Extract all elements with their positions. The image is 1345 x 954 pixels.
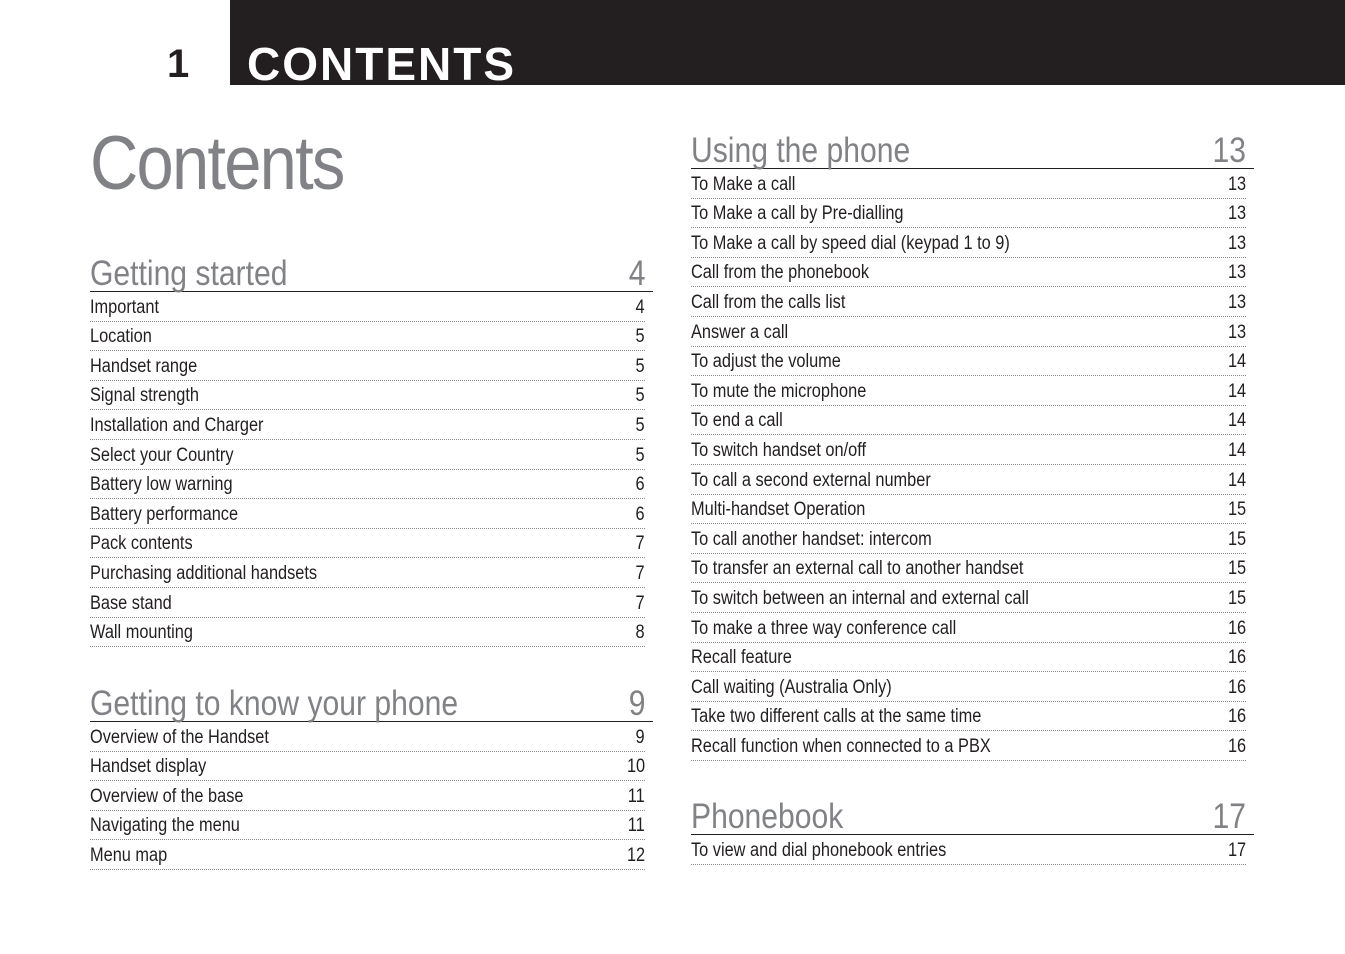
section-heading[interactable]	[691, 131, 1254, 169]
toc-entry[interactable]	[691, 287, 1246, 317]
toc-entry-page: 5	[635, 355, 645, 377]
toc-entry-page: 17	[1227, 839, 1246, 861]
toc-entry-label: Menu map	[90, 844, 168, 866]
toc-entry[interactable]	[691, 258, 1246, 288]
toc-entry-page: 13	[1227, 262, 1246, 284]
toc-entry[interactable]	[90, 292, 645, 322]
toc-entry-label: To transfer an external call to another handset	[691, 558, 1024, 580]
toc-entry-label: Call from the phonebook	[691, 262, 870, 284]
toc-entry-label: Signal strength	[90, 385, 200, 407]
chapter-title: CONTENTS	[247, 38, 516, 90]
toc-entry-label: Answer a call	[691, 321, 789, 343]
toc-entry-page: 13	[1227, 232, 1246, 254]
toc-entry[interactable]	[691, 702, 1246, 732]
toc-entry-label: Select your Country	[90, 444, 234, 466]
section-heading[interactable]	[90, 254, 653, 292]
toc-entry-label: Navigating the menu	[90, 815, 240, 837]
toc-entry-page: 5	[635, 444, 645, 466]
toc-entry[interactable]	[691, 643, 1246, 673]
toc-entry[interactable]	[90, 470, 645, 500]
toc-entry-page: 8	[635, 622, 645, 644]
toc-entry-label: Installation and Charger	[90, 414, 264, 436]
toc-entry[interactable]	[691, 228, 1246, 258]
section-getting-to-know-your-phone	[90, 684, 653, 870]
toc-entry-page: 16	[1227, 676, 1246, 698]
toc-entry[interactable]	[691, 465, 1246, 495]
toc-entry-page: 4	[635, 296, 645, 318]
section-page-number: 17	[1212, 797, 1246, 836]
toc-entry-label: To view and dial phonebook entries	[691, 839, 947, 861]
section-using-the-phone	[691, 131, 1254, 761]
toc-entry-label: Purchasing additional handsets	[90, 562, 318, 584]
toc-entry[interactable]	[691, 495, 1246, 525]
section-title: Getting started	[90, 254, 288, 293]
toc-entry-page: 14	[1227, 469, 1246, 491]
toc-entry-label: To Make a call	[691, 173, 796, 195]
toc-entry[interactable]	[90, 440, 645, 470]
toc-entry-page: 13	[1227, 203, 1246, 225]
toc-entry-label: To mute the microphone	[691, 380, 867, 402]
section-page-number: 4	[628, 254, 645, 293]
toc-entry-label: Battery low warning	[90, 474, 233, 496]
toc-entry-label: To switch handset on/off	[691, 439, 867, 461]
toc-entry-label: Handset display	[90, 756, 207, 778]
toc-entry-page: 16	[1227, 735, 1246, 757]
toc-entry-label: Base stand	[90, 592, 172, 614]
section-title: Getting to know your phone	[90, 684, 459, 723]
toc-entry-label: To end a call	[691, 410, 783, 432]
toc-entry-label: Overview of the base	[90, 785, 244, 807]
toc-entry[interactable]	[90, 840, 645, 870]
toc-entry[interactable]	[691, 613, 1246, 643]
toc-entry-label: Multi-handset Operation	[691, 499, 866, 521]
toc-entry-page: 16	[1227, 617, 1246, 639]
toc-entry-page: 14	[1227, 380, 1246, 402]
toc-entry-page: 12	[626, 844, 645, 866]
toc-entry-page: 15	[1227, 587, 1246, 609]
toc-entry[interactable]	[90, 781, 645, 811]
toc-entry-label: Wall mounting	[90, 622, 193, 644]
section-getting-started	[90, 254, 653, 647]
chapter-number: 1	[167, 42, 190, 86]
toc-entry-page: 9	[635, 726, 645, 748]
toc-entry-page: 15	[1227, 558, 1246, 580]
toc-entry-label: Important	[90, 296, 160, 318]
section-title: Using the phone	[691, 131, 911, 170]
toc-entry-label: Call waiting (Australia Only)	[691, 676, 892, 698]
toc-entry[interactable]	[691, 169, 1246, 199]
toc-entry-page: 10	[626, 756, 645, 778]
toc-entry-page: 15	[1227, 528, 1246, 550]
toc-entry-label: To Make a call by speed dial (keypad 1 to 9)	[691, 232, 1010, 254]
toc-entry-page: 5	[635, 414, 645, 436]
toc-entry[interactable]	[90, 588, 645, 618]
toc-entry[interactable]	[691, 835, 1246, 865]
toc-entry-label: To call another handset: intercom	[691, 528, 932, 550]
toc-entry-label: To call a second external number	[691, 469, 931, 491]
toc-entry-page: 11	[628, 815, 645, 837]
toc-entry-page: 11	[628, 785, 645, 807]
toc-entry[interactable]	[691, 376, 1246, 406]
toc-entry-label: To adjust the volume	[691, 351, 841, 373]
toc-entry-label: Pack contents	[90, 533, 193, 555]
toc-entry-label: To make a three way conference call	[691, 617, 957, 639]
toc-entry-page: 7	[635, 533, 645, 555]
toc-entry[interactable]	[90, 558, 645, 588]
toc-entry[interactable]	[90, 811, 645, 841]
toc-entry-page: 5	[635, 326, 645, 348]
toc-entry-page: 13	[1227, 321, 1246, 343]
toc-entry-label: Handset range	[90, 355, 198, 377]
toc-entry[interactable]	[90, 381, 645, 411]
toc-entry-label: Call from the calls list	[691, 291, 846, 313]
section-heading[interactable]	[691, 797, 1254, 835]
toc-entry-page: 13	[1227, 291, 1246, 313]
toc-entry[interactable]	[90, 752, 645, 782]
toc-entry-page: 6	[635, 503, 645, 525]
toc-entry[interactable]	[90, 322, 645, 352]
toc-entry-page: 15	[1227, 499, 1246, 521]
toc-entry-page: 16	[1227, 647, 1246, 669]
toc-entry-page: 5	[635, 385, 645, 407]
toc-entry-page: 14	[1227, 410, 1246, 432]
page-title: Contents	[90, 121, 344, 206]
toc-entry[interactable]	[691, 317, 1246, 347]
toc-entry[interactable]	[691, 406, 1246, 436]
toc-entry[interactable]	[90, 618, 645, 648]
section-heading[interactable]	[90, 684, 653, 722]
toc-entry[interactable]	[691, 554, 1246, 584]
toc-entry[interactable]	[691, 731, 1246, 761]
toc-entry-page: 7	[635, 562, 645, 584]
toc-entry-label: Recall feature	[691, 647, 792, 669]
section-phonebook	[691, 797, 1254, 865]
toc-entry-page: 14	[1227, 439, 1246, 461]
toc-entry-label: To Make a call by Pre-dialling	[691, 203, 904, 225]
section-title: Phonebook	[691, 797, 844, 836]
toc-entry[interactable]	[90, 529, 645, 559]
toc-entry[interactable]	[90, 410, 645, 440]
toc-entry-label: Take two different calls at the same time	[691, 706, 982, 728]
toc-entry[interactable]	[90, 499, 645, 529]
toc-entry-page: 7	[635, 592, 645, 614]
toc-entry[interactable]	[691, 199, 1246, 229]
toc-entry-page: 14	[1227, 351, 1246, 373]
toc-entry-label: Recall function when connected to a PBX	[691, 735, 991, 757]
toc-entry[interactable]	[90, 722, 645, 752]
section-page-number: 9	[628, 684, 645, 723]
toc-entry-label: Location	[90, 326, 152, 348]
toc-entry-page: 6	[635, 474, 645, 496]
toc-entry[interactable]	[691, 583, 1246, 613]
toc-entry[interactable]	[691, 672, 1246, 702]
toc-entry[interactable]	[691, 435, 1246, 465]
toc-entry-label: To switch between an internal and external call	[691, 587, 1029, 609]
toc-entry-label: Battery performance	[90, 503, 239, 525]
toc-entry-page: 13	[1227, 173, 1246, 195]
toc-entry-label: Overview of the Handset	[90, 726, 269, 748]
toc-entry[interactable]	[691, 347, 1246, 377]
toc-entry[interactable]	[90, 351, 645, 381]
section-page-number: 13	[1212, 131, 1246, 170]
toc-entry[interactable]	[691, 524, 1246, 554]
toc-entry-page: 16	[1227, 706, 1246, 728]
